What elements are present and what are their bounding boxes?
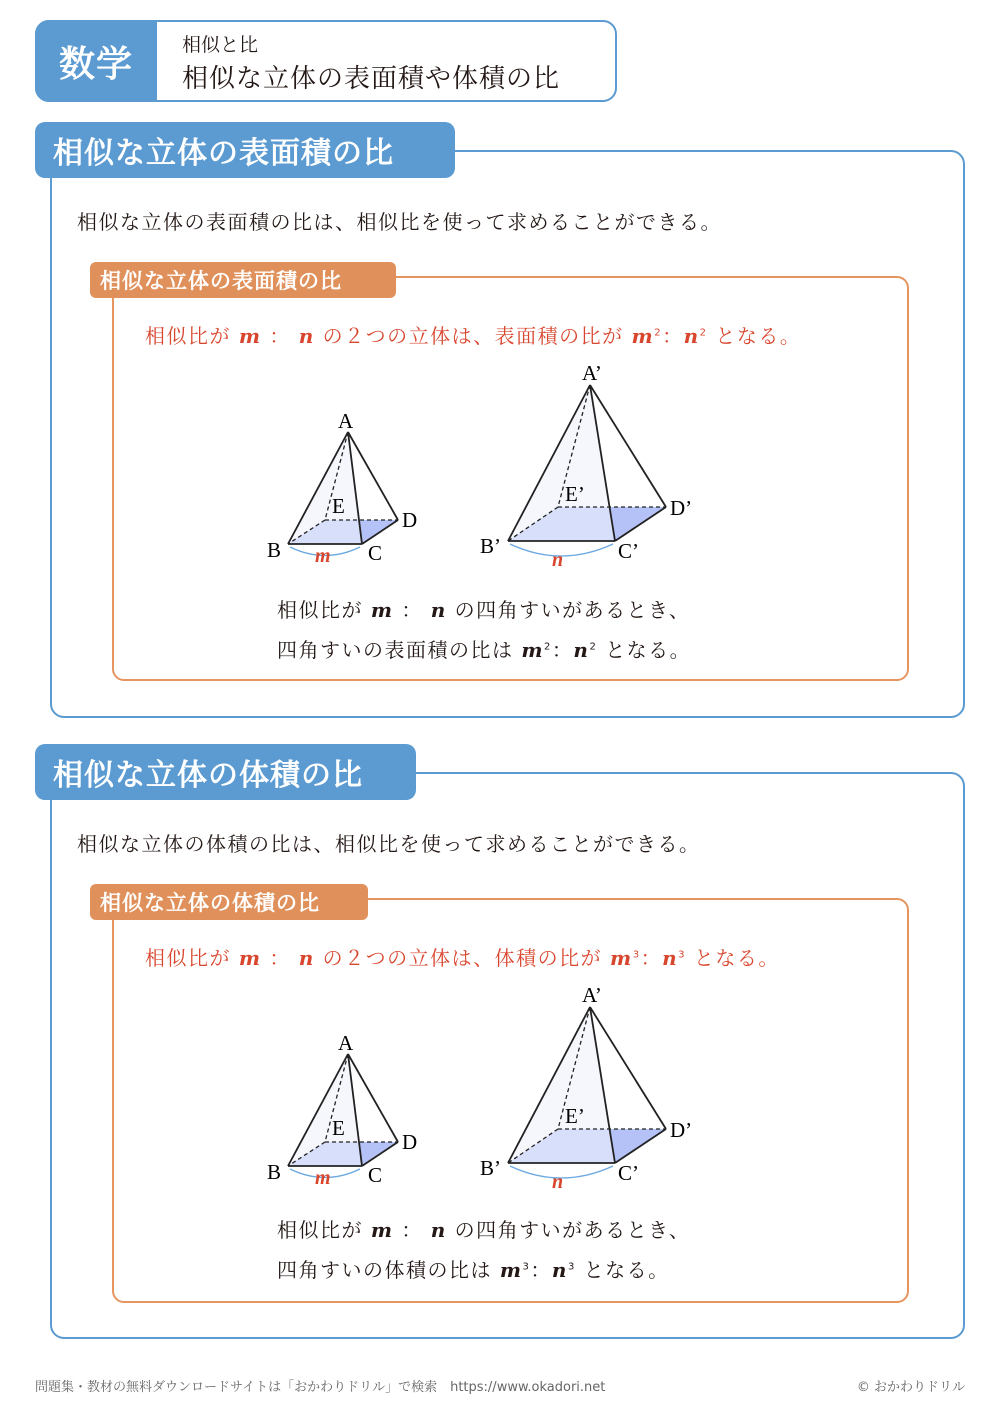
unit-label: 相似と比 [182, 34, 259, 56]
label-C: C [368, 541, 383, 565]
rule-text-2: 相似比が m ： n の２つの立体は、体積の比が $m^3$：$n^3$ となる。 [145, 946, 780, 970]
label-D-2: D [402, 1130, 418, 1154]
section-intro-2: 相似な立体の体積の比は、相似比を使って求めることができる。 [77, 832, 701, 856]
section-intro: 相似な立体の表面積の比は、相似比を使って求めることができる。 [77, 210, 722, 234]
caption-line-2: 四角すいの表面積の比は $m^2$：$n^2$ となる。 [277, 638, 692, 662]
large-pyramid-2 [480, 983, 692, 1193]
subject-badge: 数学 [35, 20, 157, 102]
small-pyramid-2 [267, 1031, 417, 1189]
label-B-prime-2: B’ [480, 1156, 501, 1180]
edge-label-n: n [552, 549, 564, 571]
caption-line-1: 相似比が m ： n の四角すいがあるとき、 [277, 598, 691, 622]
label-E-prime-2: E’ [565, 1104, 585, 1128]
footer-copyright: © おかわりドリル [856, 1380, 965, 1395]
footer-site-text: 問題集・教材の無料ダウンロードサイトは「おかわりドリル」で検索 https://www.okadori.net [35, 1380, 606, 1395]
label-A-2: A [338, 1031, 354, 1055]
caption-line-2-2: 四角すいの体積の比は $m^3$：$n^3$ となる。 [277, 1258, 670, 1282]
label-B-prime: B’ [480, 534, 501, 558]
caption-line-1-2: 相似比が m ： n の四角すいがあるとき、 [277, 1218, 691, 1242]
label-E-2: E [332, 1116, 345, 1140]
large-pyramid [480, 361, 692, 571]
label-A: A [338, 409, 354, 433]
page-title: 相似な立体の表面積や体積の比 [182, 64, 561, 94]
label-B: B [267, 538, 282, 562]
label-C-prime: C’ [618, 539, 639, 563]
label-D: D [402, 508, 418, 532]
label-B-2: B [267, 1160, 282, 1184]
label-E-prime: E’ [565, 482, 585, 506]
small-pyramid [267, 409, 417, 567]
edge-label-m-2: m [315, 1167, 331, 1189]
label-A-prime-2: A’ [582, 983, 602, 1007]
edge-label-m: m [315, 545, 331, 567]
edge-label-n-2: n [552, 1171, 564, 1193]
rule-box-title-2: 相似な立体の体積の比 [90, 884, 368, 920]
label-C-prime-2: C’ [618, 1161, 639, 1185]
section-title-2: 相似な立体の体積の比 [35, 744, 416, 800]
rule-box-title: 相似な立体の表面積の比 [90, 262, 396, 298]
label-D-prime-2: D’ [670, 1118, 693, 1142]
rule-text: 相似比が m ： n の２つの立体は、表面積の比が $m^2$：$n^2$ となる。 [145, 324, 802, 348]
label-D-prime: D’ [670, 496, 693, 520]
label-C-2: C [368, 1163, 383, 1187]
label-A-prime: A’ [582, 361, 602, 385]
section-title: 相似な立体の表面積の比 [35, 122, 455, 178]
label-E: E [332, 494, 345, 518]
